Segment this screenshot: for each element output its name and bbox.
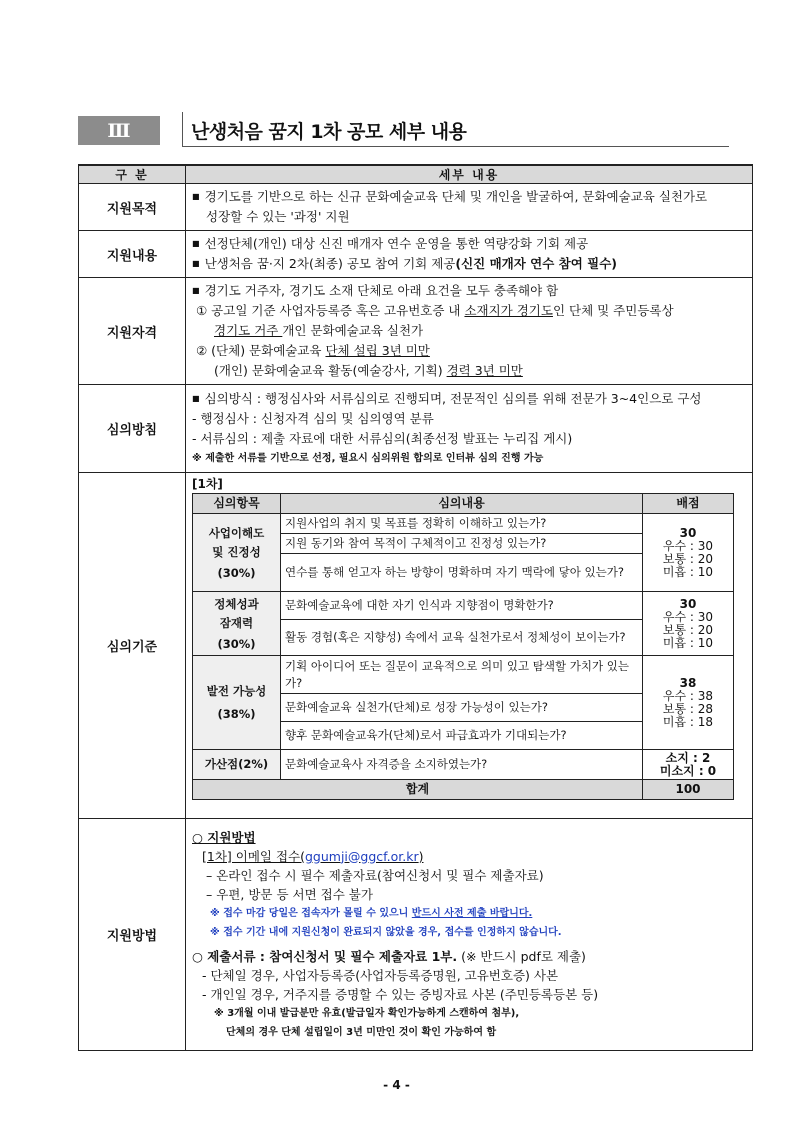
criteria-score: 30 우수 : 30 보통 : 20 미흡 : 10: [643, 592, 734, 656]
review-line: ■ 심의방식 : 행정심사와 서류심의로 진행되며, 전문적인 심의를 위해 전문가 3~4인으로 구성: [192, 389, 746, 409]
review-content: [186, 385, 753, 473]
method-email-line: [1차] 이메일 접수(ggumji@ggcf.or.kr): [202, 848, 424, 864]
criteria-round-label: [1차]: [192, 477, 223, 491]
method-note: 단체의 경우 단체 설립일이 3년 미만인 것이 확인 가능하여 함: [226, 1026, 497, 1038]
criteria-category: 발전 가능성 (38%): [193, 656, 281, 750]
criteria-total-label: 합계: [193, 780, 643, 800]
criteria-question: 문화예술교육사 자격증을 소지하였는가?: [281, 750, 643, 780]
criteria-question: 문화예술교육 실천가(단체)로 성장 가능성이 있는가?: [281, 694, 643, 722]
method-note: ※ 3개월 이내 발급분만 유효(발급일자 확인가능하게 스캔하여 첨부),: [214, 1007, 520, 1019]
details-table: [78, 164, 753, 1051]
section-title: 난생처음 꿈지 1차 공모 세부 내용: [191, 121, 467, 143]
review-line: - 행정심사 : 신청자격 심의 및 심의영역 분류: [192, 410, 434, 426]
method-content: [186, 819, 753, 1051]
page-number: - 4 -: [383, 1078, 410, 1092]
criteria-category: 가산점(2%): [193, 750, 281, 780]
eligibility-line: 경기도 거주 개인 문화예술교육 실천가: [214, 323, 424, 338]
method-line: – 온라인 접수 시 필수 제출자료(참여신청서 및 필수 제출자료): [206, 867, 544, 883]
row-label-criteria: 심의기준: [79, 473, 186, 819]
review-line: - 서류심의 : 제출 자료에 대한 서류심의(최종선정 발표는 누리집 게시): [192, 430, 573, 446]
email-link[interactable]: ggumji@ggcf.or.kr: [304, 848, 419, 864]
criteria-total-value: 100: [643, 780, 734, 800]
criteria-question: 기획 아이디어 또는 질문이 교육적으로 의미 있고 탐색할 가치가 있는가?: [281, 656, 643, 694]
criteria-score: 38 우수 : 38 보통 : 28 미흡 : 18: [643, 656, 734, 750]
eligibility-content: [186, 278, 753, 385]
purpose-content: [186, 184, 753, 231]
criteria-header-item: 심의항목: [193, 494, 281, 514]
criteria-score: 30 우수 : 30 보통 : 20 미흡 : 10: [643, 514, 734, 592]
criteria-question: 지원 동기와 참여 목적이 구체적이고 진정성 있는가?: [281, 534, 643, 554]
row-label-method: 지원방법: [79, 819, 186, 1051]
content-line: ■ 난생처음 꿈·지 2차(최종) 공모 참여 기회 제공(신진 매개자 연수 참여 필수): [192, 254, 746, 274]
purpose-line: 성장할 수 있는 '과정' 지원: [206, 209, 350, 224]
section-number-badge: Ⅲ: [78, 116, 160, 145]
criteria-question: 연수를 통해 얻고자 하는 방향이 명확하며 자기 맥락에 닿아 있는가?: [281, 554, 643, 592]
criteria-question: 활동 경험(혹은 지향성) 속에서 교육 실천가로서 정체성이 보이는가?: [281, 620, 643, 656]
eligibility-line: ② (단체) 문화예술교육 단체 설립 3년 미만: [196, 343, 430, 358]
support-content: [186, 231, 753, 278]
eligibility-line: ① 공고일 기준 사업자등록증 혹은 고유번호증 내 소재지가 경기도인 단체 및 주민등록상: [196, 303, 674, 318]
criteria-question: 향후 문화예술교육가(단체)로서 파급효과가 기대되는가?: [281, 722, 643, 750]
content-line: ■ 선정단체(개인) 대상 신진 매개자 연수 운영을 통한 역량강화 기회 제공: [192, 234, 746, 254]
criteria-question: 지원사업의 취지 및 목표를 정확히 이해하고 있는가?: [281, 514, 643, 534]
criteria-question: 문화예술교육에 대한 자기 인식과 지향점이 명확한가?: [281, 592, 643, 620]
method-heading: ○ 지원방법: [192, 829, 256, 845]
row-label-content: 지원내용: [79, 231, 186, 278]
section-title-box: [182, 112, 729, 147]
eligibility-line: ■ 경기도 거주자, 경기도 소재 단체로 아래 요건을 모두 충족해야 함: [192, 281, 746, 301]
row-label-purpose: 지원목적: [79, 184, 186, 231]
header-details: 세부 내용: [186, 165, 753, 184]
method-line: - 단체일 경우, 사업자등록증(사업자등록증명원, 고유번호증) 사본: [202, 967, 559, 983]
method-note: ※ 접수 마감 당일은 접속자가 몰릴 수 있으니 반드시 사전 제출 바랍니다.: [210, 907, 533, 919]
criteria-table: [192, 493, 734, 800]
header-category: 구 분: [79, 165, 186, 184]
criteria-category: 사업이해도 및 진정성 (30%): [193, 514, 281, 592]
criteria-content: [186, 473, 753, 819]
method-line: - 개인일 경우, 거주지를 증명할 수 있는 증빙자료 사본 (주민등록등본 등): [202, 986, 599, 1002]
criteria-header-score: 배점: [643, 494, 734, 514]
criteria-header-content: 심의내용: [281, 494, 643, 514]
method-line: – 우편, 방문 등 서면 접수 불가: [206, 886, 373, 902]
purpose-line: ■ 경기도를 기반으로 하는 신규 문화예술교육 단체 및 개인을 발굴하여, 문화예술교육 실천가로: [192, 187, 746, 207]
documents-heading: ○ 제출서류 : 참여신청서 및 필수 제출자료 1부. (※ 반드시 pdf로 제출): [192, 948, 586, 964]
criteria-category: 정체성과 잠재력 (30%): [193, 592, 281, 656]
criteria-score: 소지 : 2 미소지 : 0: [643, 750, 734, 780]
row-label-review: 심의방침: [79, 385, 186, 473]
method-note: ※ 접수 기간 내에 지원신청이 완료되지 않았을 경우, 접수를 인정하지 않습니다.: [210, 926, 562, 938]
eligibility-line: (개인) 문화예술교육 활동(예술강사, 기획) 경력 3년 미만: [214, 363, 523, 378]
row-label-eligibility: 지원자격: [79, 278, 186, 385]
review-note: ※ 제출한 서류를 기반으로 선정, 필요시 심의위원 합의로 인터뷰 심의 진행 가능: [192, 452, 544, 464]
